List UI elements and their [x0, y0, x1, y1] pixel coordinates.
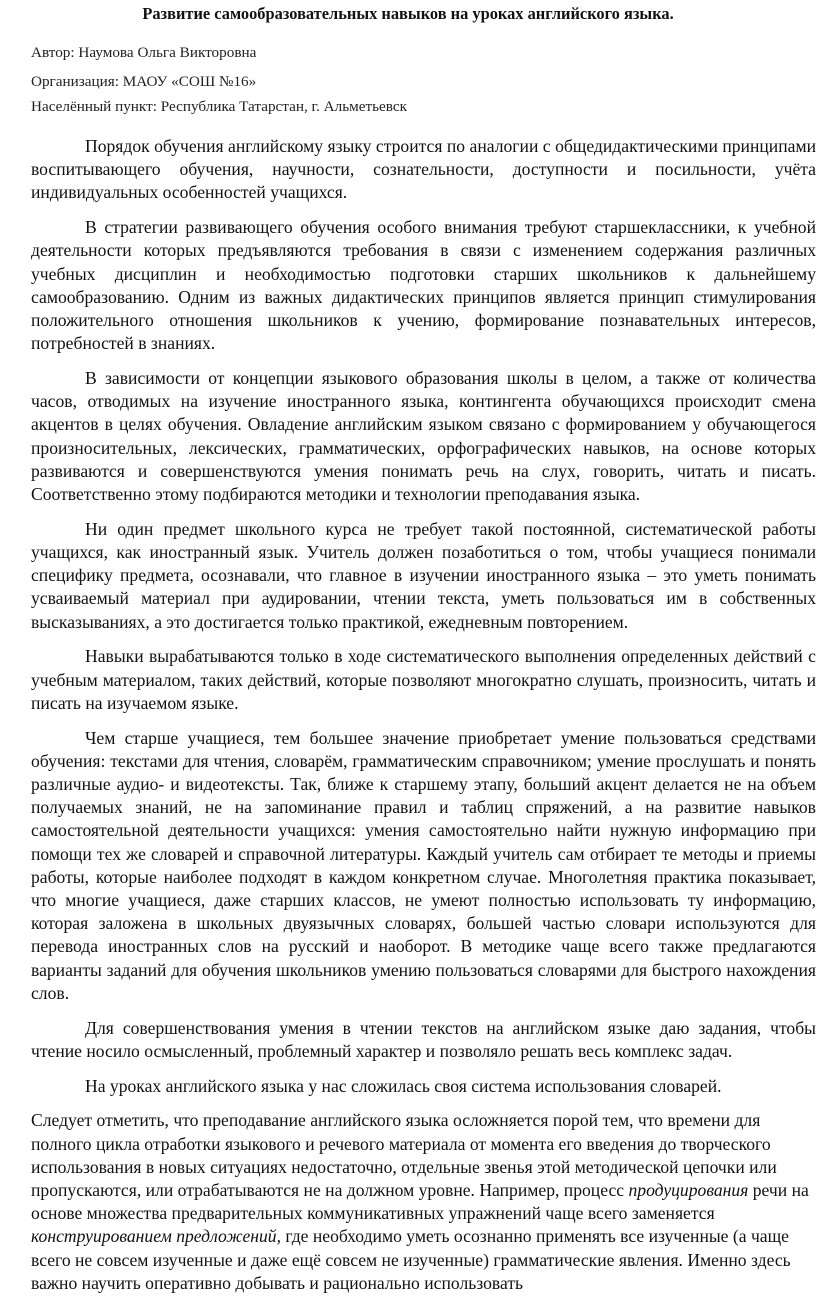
- location-line: Населённый пункт: Республика Татарстан, г. Альметьевск: [31, 98, 407, 115]
- organization-line: Организация: МАОУ «СОШ №16»: [31, 73, 257, 90]
- document-body: [31, 135, 816, 1307]
- paragraph: Ни один предмет школьного курса не требует такой постоянной, систематической работы учащихся, как иностранный язык. Учитель должен позаботиться о том, чтобы учащиеся понимали специфику предмета, осознавали, что главное в изучении иностранного языка – это уметь понимать усваиваемый материал при аудировании, чтении текста, уметь пользоваться им в собственных высказываниях, а это достигается только практикой, ежедневным повторением.: [31, 518, 816, 632]
- paragraph: В зависимости от концепции языкового образования школы в целом, а также от количества часов, отводимых на изучение иностранного языка, контингента обучающихся происходит смена акцентов в целях обучения. Овладение английским языком связано с формированием у обучающегося произносительных, лексических, грамматических, орфографических навыков, на основе которых развиваются и совершенствуются умения понимать речь на слух, говорить, читать и писать. Соответственно этому подбираются методики и технологии преподавания языка.: [31, 368, 816, 505]
- final-paragraph-text: речи на основе множества предварительных коммуникативных упражнений чаще всего заменяется: [31, 1180, 809, 1224]
- final-paragraph-text: где необходимо уметь осознанно применять все изученные (а чаще всего не совсем изученные и даже ещё совсем не изученные) грамматические явления. Именно здесь важно научить оперативно добывать и рационально использовать: [31, 1226, 791, 1293]
- emphasis-constructing: конструированием предложений,: [31, 1226, 281, 1247]
- paragraph: На уроках английского языка у нас сложилась своя система использования словарей.: [85, 1075, 722, 1096]
- paragraph: Для совершенствования умения в чтении текстов на английском языке даю задания, чтобы чтение носило осмысленный, проблемный характер и позволяло решать весь комплекс задач.: [31, 1017, 816, 1061]
- paragraph: Порядок обучения английскому языку строится по аналогии с общедидактическими принципами воспитывающего обучения, научности, сознательности, доступности и посильности, учёта индивидуальных особенностей учащихся.: [31, 136, 816, 203]
- paragraph: Чем старше учащиеся, тем большее значение приобретает умение пользоваться средствами обучения: текстами для чтения, словарём, грамматическим справочником; умение прослушать и понять различные аудио- и видеотексты. Так, ближе к старшему этапу, больший акцент делается не на объем получаемых знаний, не на запоминание правил и таблиц спряжений, а на развитие навыков самостоятельной деятельности учащихся: умения самостоятельно найти нужную информацию при помощи тех же словарей и справочной литературы. Каждый учитель сам отбирает те методы и приемы работы, которые наиболее подходят в каждом конкретном случае. Многолетняя практика показывает, что многие учащиеся, даже старших классов, не умеют полностью использовать ту информацию, которая заложена в школьных двуязычных словарях, большей частью словари используются для перевода иностранных слов на русский и наоборот. В методике чаще всего также предлагаются варианты заданий для обучения школьников умению пользоваться словарями для быстрого нахождения слов.: [31, 727, 816, 1003]
- author-line: Автор: Наумова Ольга Викторовна: [31, 44, 257, 61]
- final-paragraph-text: Следует отметить, что преподавание английского языка осложняется порой тем, что времени для полного цикла отработки языкового и речевого материала от момента его введения до творческого использования в новых ситуациях недостаточно, отдельные звенья этой методической цепочки или пропускаются, или отрабатываются не на должном уровне. Например, процесс: [31, 1110, 777, 1201]
- paragraph: Навыки вырабатываются только в ходе систематического выполнения определенных действий с учебным материалом, таких действий, которые позволяют многократно слушать, произносить, читать и писать на изучаемом языке.: [31, 646, 816, 713]
- emphasis-producing: продуцирования: [628, 1180, 749, 1201]
- document-title: Развитие самообразовательных навыков на уроках английского языка.: [142, 4, 674, 23]
- final-paragraph: [31, 1109, 816, 1295]
- paragraph: В стратегии развивающего обучения особого внимания требуют старшеклассники, к учебной деятельности которых предъявляются требования в связи с изменением содержания различных учебных дисциплин и необходимостью подготовки старших школьников к дальнейшему самообразованию. Одним из важных дидактических принципов является принцип стимулирования положительного отношения школьников к учению, формирование познавательных интересов, потребностей в знаниях.: [31, 217, 816, 354]
